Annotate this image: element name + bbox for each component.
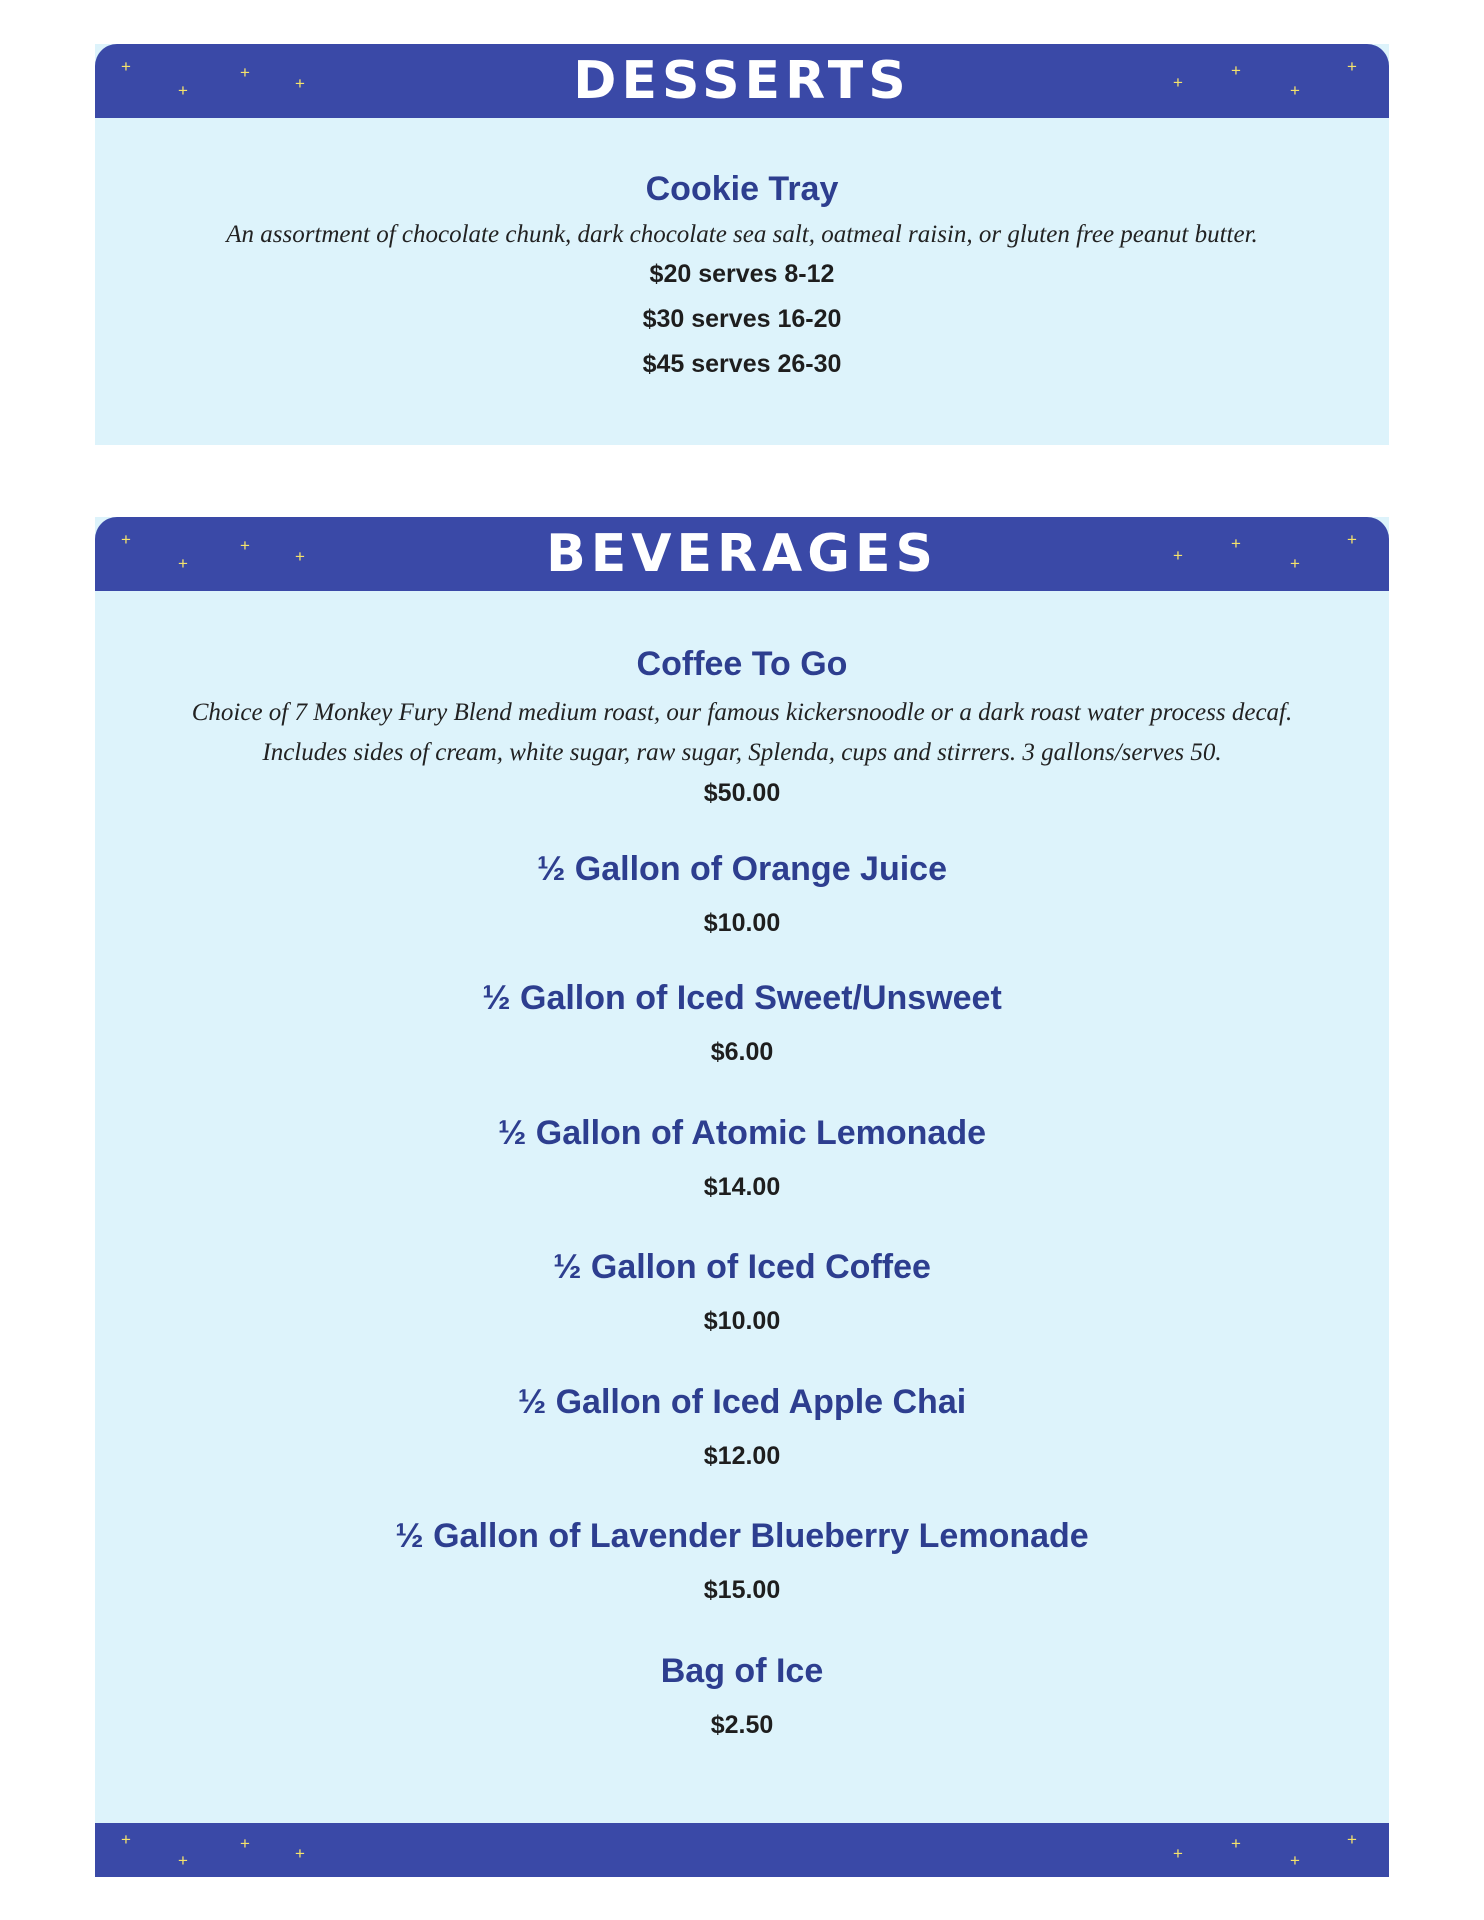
sparkle-icon: + bbox=[1347, 57, 1357, 76]
desserts-banner bbox=[95, 44, 1389, 118]
item-description: Choice of 7 Monkey Fury Blend medium roast, our famous kickersnoodle or a dark roast water process decaf. bbox=[191, 699, 1293, 726]
item-name: ½ Gallon of Atomic Lemonade bbox=[497, 1114, 987, 1152]
sparkle-icon: + bbox=[1231, 534, 1241, 553]
section-title: BEVERAGES bbox=[546, 524, 938, 584]
item-price: $10.00 bbox=[703, 909, 781, 937]
item-price: $15.00 bbox=[703, 1576, 781, 1604]
sparkle-icon: + bbox=[1231, 61, 1241, 80]
price-option: $30 serves 16-20 bbox=[642, 305, 842, 333]
sparkle-icon: + bbox=[1290, 1851, 1300, 1870]
sparkle-icon: + bbox=[178, 1851, 188, 1870]
item-price: $6.00 bbox=[710, 1038, 774, 1066]
price-option: $45 serves 26-30 bbox=[642, 350, 842, 378]
beverages-content bbox=[95, 647, 1389, 1738]
sparkle-icon: + bbox=[240, 536, 250, 555]
price-option: $20 serves 8-12 bbox=[649, 260, 835, 288]
item-name: ½ Gallon of Orange Juice bbox=[537, 850, 947, 888]
sparkle-icon: + bbox=[121, 530, 131, 549]
sparkle-icon: + bbox=[295, 547, 305, 566]
item-name: Cookie Tray bbox=[645, 170, 839, 208]
sparkle-icon: + bbox=[121, 1830, 131, 1849]
item-name: ½ Gallon of Iced Sweet/Unsweet bbox=[482, 979, 1002, 1017]
desserts-section bbox=[95, 44, 1389, 445]
item-description: An assortment of chocolate chunk, dark chocolate sea salt, oatmeal raisin, or gluten free peanut butter. bbox=[226, 221, 1258, 248]
item-name: ½ Gallon of Iced Apple Chai bbox=[517, 1383, 967, 1421]
desserts-content bbox=[95, 172, 1389, 377]
item-price: $14.00 bbox=[703, 1173, 781, 1201]
item-price: $12.00 bbox=[703, 1442, 781, 1470]
sparkle-icon: + bbox=[1173, 73, 1183, 92]
item-name: Coffee To Go bbox=[636, 645, 848, 683]
sparkle-icon: + bbox=[1347, 1830, 1357, 1849]
sparkle-icon: + bbox=[295, 74, 305, 93]
sparkle-icon: + bbox=[295, 1844, 305, 1863]
item-name: ½ Gallon of Iced Coffee bbox=[553, 1248, 931, 1286]
sparkle-icon: + bbox=[1173, 1844, 1183, 1863]
sparkle-icon: + bbox=[1290, 81, 1300, 100]
sparkle-icon: + bbox=[178, 554, 188, 573]
sparkle-icon: + bbox=[240, 63, 250, 82]
item-price: $2.50 bbox=[710, 1711, 774, 1739]
item-name: ½ Gallon of Lavender Blueberry Lemonade bbox=[395, 1517, 1089, 1555]
sparkle-icon: + bbox=[240, 1834, 250, 1853]
item-price: $10.00 bbox=[703, 1307, 781, 1335]
sparkle-icon: + bbox=[121, 57, 131, 76]
beverages-section bbox=[95, 517, 1389, 1823]
section-title: DESSERTS bbox=[573, 51, 911, 111]
sparkle-icon: + bbox=[1231, 1834, 1241, 1853]
item-price: $50.00 bbox=[703, 779, 781, 807]
sparkle-icon: + bbox=[178, 81, 188, 100]
footer-bar bbox=[95, 1823, 1389, 1877]
sparkle-icon: + bbox=[1347, 530, 1357, 549]
sparkle-icon: + bbox=[1290, 554, 1300, 573]
item-name: Bag of Ice bbox=[660, 1652, 824, 1690]
item-description: Includes sides of cream, white sugar, raw sugar, Splenda, cups and stirrers. 3 gallons/serves 50. bbox=[262, 739, 1222, 766]
sparkle-icon: + bbox=[1173, 546, 1183, 565]
beverages-banner bbox=[95, 517, 1389, 591]
